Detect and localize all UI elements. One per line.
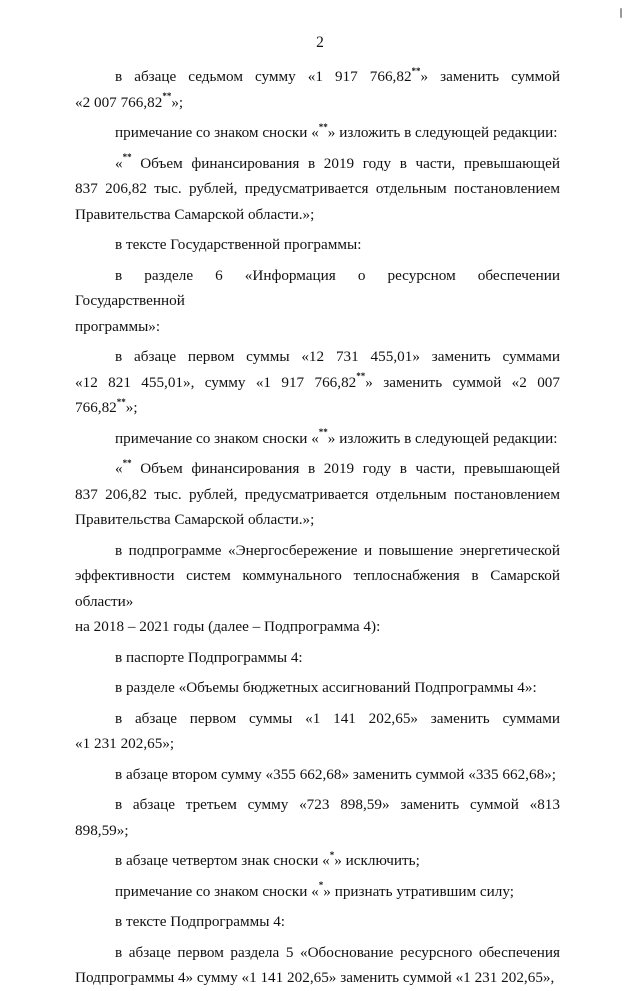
paragraph-line: в разделе 6 «Информация о ресурсном обеспечении Государственной xyxy=(75,266,560,309)
paragraph xyxy=(75,848,560,874)
paragraph-line: на 2018 – 2021 годы (далее – Подпрограмма 4): xyxy=(75,618,381,635)
paragraph xyxy=(75,151,560,228)
paragraph xyxy=(75,456,560,533)
paragraph-line: в абзаце втором сумму «355 662,68» заменить суммой «335 662,68»; xyxy=(115,765,556,783)
paragraph-line: в абзаце первом суммы «12 731 455,01» заменить суммами xyxy=(115,348,560,365)
paragraph xyxy=(75,879,560,905)
paragraph-line: примечание со знаком сноски «*» признать утратившим силу; xyxy=(115,880,514,900)
paragraph-line: программы»: xyxy=(75,317,161,335)
paragraph-line: в абзаце третьем сумму «723 898,59» заменить суммой «813 898,59»; xyxy=(75,796,560,839)
paragraph-line: Правительства Самарской области.»; xyxy=(75,511,315,528)
paragraph-line: в абзаце четвертом знак сноски «*» исключить; xyxy=(115,849,420,869)
paragraph-line: «2 007 766,82**»; xyxy=(75,91,184,111)
paragraph-line: «** Объем финансирования в 2019 году в части, превышающей xyxy=(115,152,560,172)
paragraph xyxy=(75,675,560,701)
scan-artifact xyxy=(620,8,622,18)
paragraph-line: «1 231 202,65»; xyxy=(75,735,175,752)
paragraph-line: в абзаце первом раздела 5 «Обоснование ресурсного обеспечения xyxy=(115,943,560,961)
paragraph-line: примечание со знаком сноски «**» изложить в следующей редакции: xyxy=(115,427,558,447)
paragraph-line: в подпрограмме «Энергосбережение и повышение энергетической xyxy=(115,541,560,559)
paragraph-line: 837 206,82 тыс. рублей, предусматривается отдельным постановлением xyxy=(75,180,560,197)
paragraph xyxy=(75,792,560,843)
paragraph xyxy=(75,64,560,115)
paragraph-line: примечание со знаком сноски «**» изложить в следующей редакции: xyxy=(115,121,558,141)
document-body xyxy=(75,64,560,991)
paragraph xyxy=(75,344,560,421)
paragraph xyxy=(75,263,560,340)
paragraph xyxy=(75,706,560,757)
paragraph xyxy=(75,645,560,671)
page-number: 2 xyxy=(316,34,324,51)
paragraph-line: Подпрограммы 4» сумму «1 141 202,65» заменить суммой «1 231 202,65», xyxy=(75,969,555,986)
paragraph xyxy=(75,762,560,788)
paragraph xyxy=(75,909,560,935)
paragraph-line: в тексте Подпрограммы 4: xyxy=(115,913,286,930)
paragraph-line: в паспорте Подпрограммы 4: xyxy=(115,648,303,666)
paragraph-line: 837 206,82 тыс. рублей, предусматривается отдельным постановлением xyxy=(75,485,560,503)
paragraph xyxy=(75,426,560,452)
paragraph-line: эффективности систем коммунального теплоснабжения в Самарской области» xyxy=(75,567,560,610)
paragraph xyxy=(75,538,560,640)
paragraph-line: в тексте Государственной программы: xyxy=(115,236,362,253)
paragraph-line: «** Объем финансирования в 2019 году в части, превышающей xyxy=(115,457,560,477)
paragraph-line: Правительства Самарской области.»; xyxy=(75,205,315,223)
paragraph-line: в абзаце седьмом сумму «1 917 766,82**» заменить суммой xyxy=(115,65,560,85)
paragraph-line: в разделе «Объемы бюджетных ассигнований Подпрограммы 4»: xyxy=(115,679,537,696)
paragraph xyxy=(75,232,560,258)
paragraph-line: «12 821 455,01», сумму «1 917 766,82**» заменить суммой «2 007 766,82**»; xyxy=(75,371,560,416)
paragraph xyxy=(75,940,560,991)
paragraph-line: в абзаце первом суммы «1 141 202,65» заменить суммами xyxy=(115,709,560,727)
paragraph xyxy=(75,120,560,146)
